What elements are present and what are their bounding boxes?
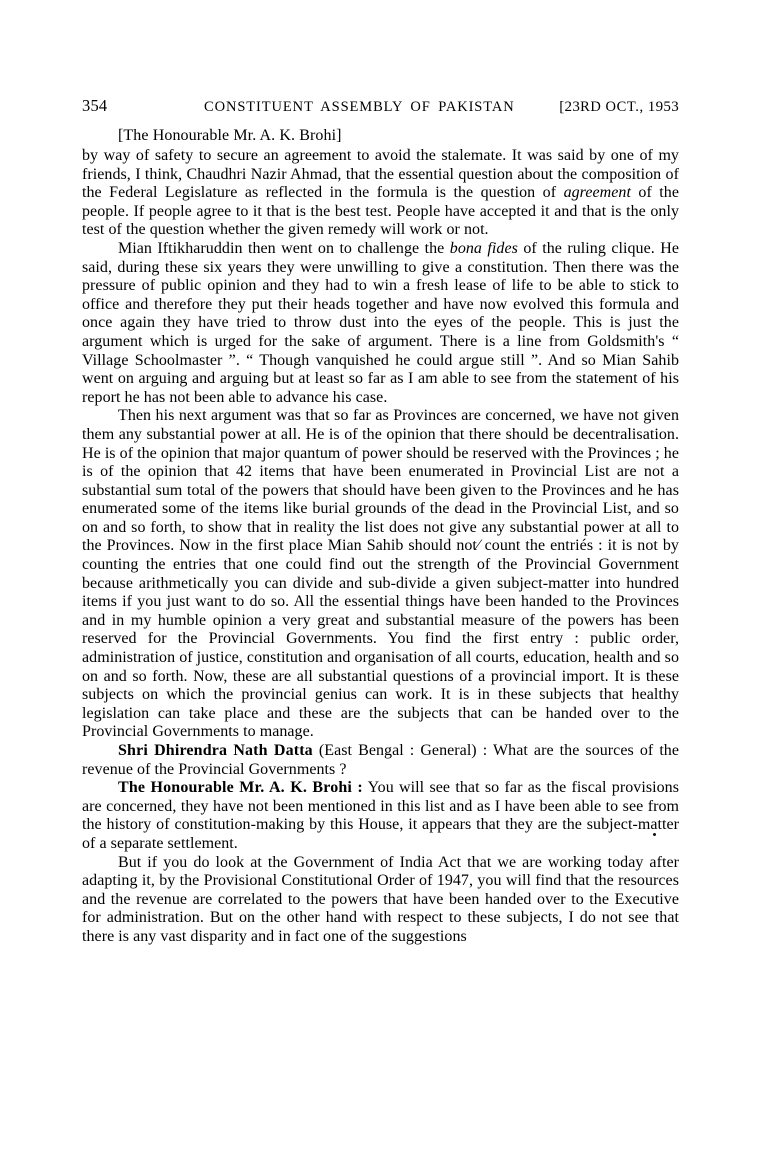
paragraph bbox=[82, 779, 679, 853]
body-text bbox=[82, 147, 679, 947]
speaker-attribution-note: [The Honourable Mr. A. K. Brohi] bbox=[118, 127, 342, 144]
running-head bbox=[82, 96, 679, 120]
paragraph bbox=[82, 240, 679, 407]
speaker-name: Shri Dhirendra Nath Datta bbox=[118, 742, 313, 759]
text-run: Then his next argument was that so far as Provinces are concerned, we have not given them any substantial power at all. He is of the opinion that there should be decentralisation. He is of the opinion that major quantum of power should be reserved with the Provinces ; he is of the opinion that 42 items that have been enumerated in Provincial List are not a substantial sum total of the powers that should have been given to the Provinces and he has enumerated some of the items like burial grounds of the dead in the Provincial List, and so on and so forth, to show that in reality the list does not give any substantial power at all to the Provinces. Now in the first place Mian Sahib should not⁄ count the entriés : it is not by counting the entries that one could find out the strength of the Provincial Government because arithmetically you can divide and sub-divide a given subject-matter into hundred items if you just want to do so. All the essential things have been handed to the Provinces and in my humble opinion a very great and substantial measure of the powers has been reserved for the Provincial Governments. You find the first entry : public order, administration of justice, constitution and organisation of all courts, education, health and so on and so forth. Now, these are all substantial questions of a provincial import. It is these subjects on which the provincial genius can work. It is in these subjects that healthy legislation can take place and these are the subjects that can be handed over to the Provincial Governments to manage. bbox=[82, 407, 679, 741]
text-run: You will see that so far as the fiscal provisions are concerned, they have not been mentioned in this list and as I have been able to see from the history of constitution-making by this House, it appears that they are the subject-matter of a separate settlement. bbox=[82, 779, 679, 852]
text-run: Mian Iftikharuddin then went on to challenge the bbox=[118, 239, 450, 257]
date-day-suffix: RD bbox=[580, 99, 602, 115]
paragraph bbox=[82, 407, 679, 742]
paragraph bbox=[82, 854, 679, 947]
text-run: But if you do look at the Government of India Act that we are working today after adapting it, by the Provisional Constitutional Order of 1947, you will find that the resources and the revenue are correlated to the powers that have been handed over to the Executive for administration. But on the other hand with respect to these subjects, I do not see that there is any vast disparity and in fact one of the suggestions bbox=[82, 853, 679, 945]
running-head-title: CONSTITUENT ASSEMBLY OF PAKISTAN bbox=[204, 99, 515, 115]
date-bracket: [ bbox=[559, 99, 565, 115]
ink-speck bbox=[653, 833, 656, 836]
paragraph bbox=[82, 742, 679, 779]
text-run: of the people. If people agree to it that is the best test. People have accepted it and that is the only test of the question whether the given remedy will work or not. bbox=[82, 184, 679, 239]
text-run: (East Bengal : General) : What are the sources of the revenue of the Provincial Governments ? bbox=[82, 742, 680, 778]
date-day: 23 bbox=[564, 99, 581, 115]
speaker-name: The Honourable Mr. A. K. Brohi : bbox=[118, 779, 363, 797]
paragraph bbox=[82, 147, 679, 240]
running-head-date bbox=[559, 97, 679, 117]
date-year: 1953 bbox=[647, 99, 679, 115]
text-run: of the ruling clique. He said, during these six years they were unwilling to give a constitution. Then there was the pressure of public opinion and they had to win a fresh lease of life to be able to stick to office and therefore they put their heads together and have now evolved this formula and once again they have tried to throw dust into the eyes of the people. This is just the argument which is urged for the sake of argument. There is a line from Goldsmith's “ Village Schoolmaster ”. “ Though vanquished he could argue still ”. And so Mian Sahib went on arguing and arguing but at least so far as I am able to see from the statement of his report he has not been able to advance his case. bbox=[82, 239, 679, 406]
italic-run: agreement bbox=[563, 184, 631, 202]
text-run: by way of safety to secure an agreement to avoid the stalemate. It was said by one of my friends, I think, Chaudhri Nazir Ahmad, that the essential question about the composition of the Federal Legislature as reflected in the formula is the question of bbox=[82, 147, 679, 202]
page-folio-number: 354 bbox=[82, 96, 108, 115]
date-month: OCT., bbox=[605, 99, 644, 115]
page-content bbox=[82, 96, 679, 947]
italic-run: bona fides bbox=[449, 239, 518, 257]
